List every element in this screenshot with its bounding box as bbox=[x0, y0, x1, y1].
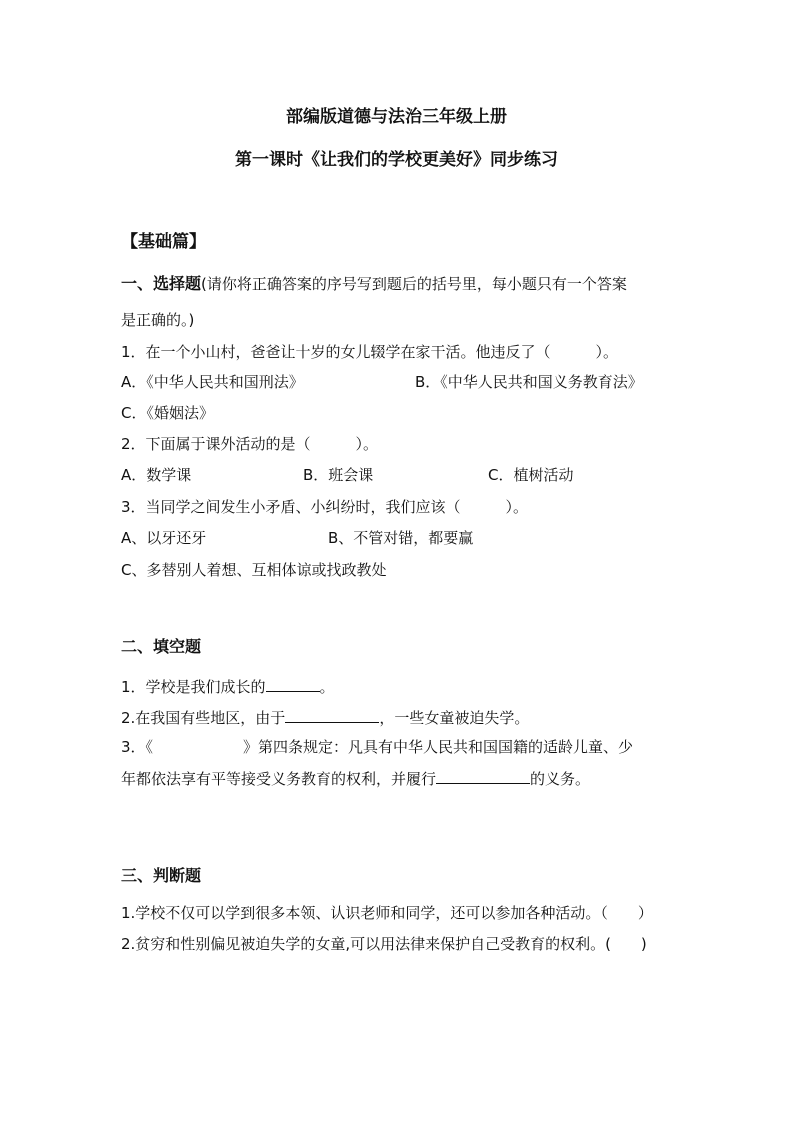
fill-q3-line1 bbox=[121, 737, 633, 757]
fill-heading: 二、填空题 bbox=[121, 637, 202, 656]
choice-instruction-line2: 是正确的。) bbox=[121, 311, 195, 329]
choice-q3-option-b: B、不管对错，都要赢 bbox=[328, 529, 474, 547]
fill-q1-blank[interactable] bbox=[266, 675, 320, 692]
judge-q2: 2.贫穷和性别偏见被迫失学的女童,可以用法律来保护自己受教育的权利。( ) bbox=[121, 935, 647, 953]
choice-instruction-line1 bbox=[121, 274, 627, 294]
fill-q3-line2-end: 的义务。 bbox=[530, 770, 591, 788]
choice-q1-stem: 1．在一个小山村，爸爸让十岁的女儿辍学在家干活。他违反了（ ）。 bbox=[121, 343, 619, 361]
section-basic-heading: 【基础篇】 bbox=[121, 232, 206, 252]
fill-q2-blank[interactable] bbox=[285, 706, 379, 723]
judge-q1: 1.学校不仅可以学到很多本领、认识老师和同学，还可以参加各种活动。（ ） bbox=[121, 904, 653, 922]
fill-q3-mid: 》第四条规定：凡具有中华人民共和国国籍的适龄儿童、少 bbox=[243, 738, 634, 756]
choice-q3-stem: 3．当同学之间发生小矛盾、小纠纷时，我们应该（ ）。 bbox=[121, 498, 529, 516]
choice-instruction: (请你将正确答案的序号写到题后的括号里，每小题只有一个答案 bbox=[201, 275, 627, 293]
fill-q3-line2-text: 年都依法享有平等接受义务教育的权利，并履行 bbox=[121, 770, 437, 788]
choice-q3-option-a: A、以牙还牙 bbox=[121, 529, 207, 547]
choice-heading: 一、选择题 bbox=[121, 274, 202, 293]
fill-q1-text: 1．学校是我们成长的 bbox=[121, 678, 266, 696]
choice-q2-stem: 2．下面属于课外活动的是（ ）。 bbox=[121, 435, 379, 453]
fill-q1 bbox=[121, 675, 335, 697]
document-subtitle: 第一课时《让我们的学校更美好》同步练习 bbox=[235, 150, 558, 170]
fill-q2-text: 2.在我国有些地区，由于 bbox=[121, 709, 286, 727]
choice-q3-option-c: C、多替别人着想、互相体谅或找政教处 bbox=[121, 561, 387, 579]
fill-q3-blank[interactable] bbox=[436, 767, 530, 784]
choice-q2-option-b: B．班会课 bbox=[303, 466, 374, 484]
fill-q2-end: ，一些女童被迫失学。 bbox=[379, 709, 530, 727]
choice-q2-option-a: A．数学课 bbox=[121, 466, 192, 484]
document-title: 部编版道德与法治三年级上册 bbox=[286, 107, 507, 127]
fill-q2 bbox=[121, 706, 529, 728]
fill-q1-end: 。 bbox=[319, 678, 335, 696]
choice-q1-option-a: A．《中华人民共和国刑法》 bbox=[121, 373, 304, 391]
choice-q1-option-c: C．《婚姻法》 bbox=[121, 404, 214, 422]
fill-q3-line2 bbox=[121, 767, 590, 789]
fill-q3-text: 3．《 bbox=[121, 738, 154, 756]
choice-q2-option-c: C．植树活动 bbox=[488, 466, 574, 484]
judge-heading: 三、判断题 bbox=[121, 866, 202, 885]
choice-q1-option-b: B．《中华人民共和国义务教育法》 bbox=[415, 373, 643, 391]
